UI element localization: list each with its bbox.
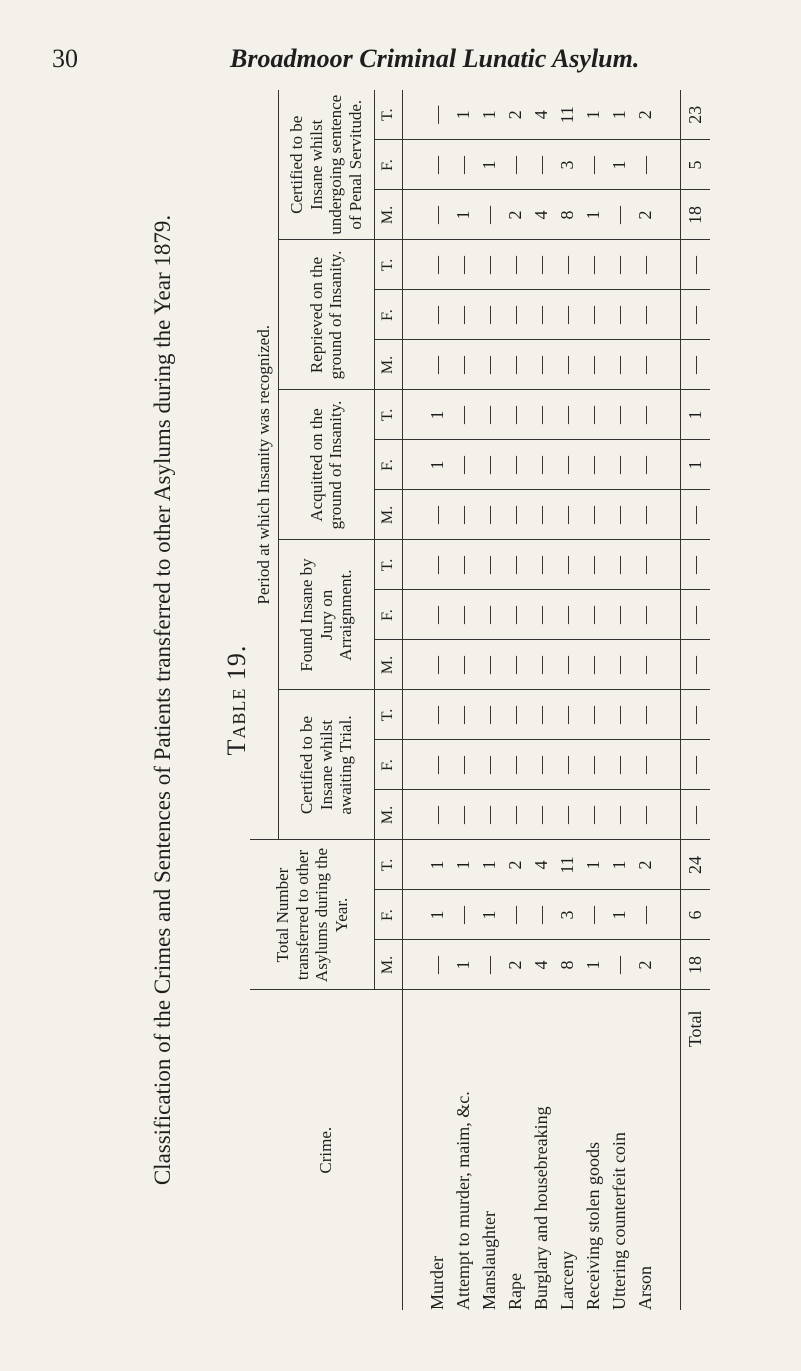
cell-value: —	[453, 306, 474, 324]
cell-value: —	[531, 606, 552, 624]
cell-value: —	[479, 606, 500, 624]
cell-value: —	[479, 806, 500, 824]
crime-name: Larceny	[557, 1251, 578, 1310]
cell-value: —	[583, 356, 604, 374]
sub-header: T.	[375, 690, 402, 740]
rep-m-column	[402, 340, 680, 390]
cell-value: —	[583, 156, 604, 174]
cell-value: —	[583, 556, 604, 574]
cell-value: 4	[531, 210, 552, 220]
cell-value: —	[479, 356, 500, 374]
total-cell: 23	[681, 90, 710, 140]
classification-table	[250, 90, 710, 1310]
cell-value: —	[427, 556, 448, 574]
cell-value: 1	[427, 410, 448, 420]
cell-value: —	[557, 756, 578, 774]
sub-header: T.	[375, 390, 402, 440]
cell-value: —	[427, 306, 448, 324]
cell-value: 2	[505, 210, 526, 220]
cell-value: —	[583, 456, 604, 474]
sub-header: M.	[375, 340, 402, 390]
cell-value: —	[609, 956, 630, 974]
cell-value: —	[557, 706, 578, 724]
cell-value: —	[635, 806, 656, 824]
cell-value: —	[557, 806, 578, 824]
cell-value: —	[609, 806, 630, 824]
cell-value: 1	[453, 110, 474, 120]
cell-value: —	[635, 306, 656, 324]
sub-header: T.	[375, 240, 402, 290]
total-cell: —	[681, 740, 710, 790]
cell-value: —	[453, 806, 474, 824]
cell-value: 1	[453, 960, 474, 970]
cell-value: —	[505, 156, 526, 174]
running-title: Broadmoor Criminal Lunatic Asylum.	[230, 44, 640, 73]
cell-value: 3	[557, 910, 578, 920]
cell-value: 11	[557, 856, 578, 874]
cell-value: 1	[583, 860, 604, 870]
cell-value: —	[453, 456, 474, 474]
total-cell: —	[681, 340, 710, 390]
cell-value: —	[531, 456, 552, 474]
cell-value: —	[635, 706, 656, 724]
cell-value: —	[557, 456, 578, 474]
cell-value: 8	[557, 210, 578, 220]
total-m-column	[402, 940, 680, 990]
cell-value: —	[609, 506, 630, 524]
total-cell: —	[681, 790, 710, 840]
await-t-column	[402, 690, 680, 740]
total-cell: —	[681, 290, 710, 340]
cell-value: 1	[583, 110, 604, 120]
pen-f-column	[402, 140, 680, 190]
cell-value: —	[479, 756, 500, 774]
cell-value: —	[453, 906, 474, 924]
cell-value: 1	[583, 210, 604, 220]
pen-t-column	[402, 90, 680, 140]
cell-value: —	[531, 306, 552, 324]
pen-m-column	[402, 190, 680, 240]
cell-value: —	[531, 906, 552, 924]
total-header: Total Number transferred to other Asylums during the Year.	[250, 840, 375, 990]
cell-value: —	[557, 506, 578, 524]
cell-value: 2	[635, 960, 656, 970]
page-header	[0, 0, 801, 90]
total-cell: 1	[681, 390, 710, 440]
cell-value: —	[583, 656, 604, 674]
cell-value: —	[583, 306, 604, 324]
cell-value: —	[427, 256, 448, 274]
rep-t-column	[402, 240, 680, 290]
cell-value: —	[531, 156, 552, 174]
cell-value: —	[479, 206, 500, 224]
crime-name: Arson	[635, 1266, 656, 1310]
cell-value: 4	[531, 860, 552, 870]
cell-value: —	[505, 706, 526, 724]
cell-value: —	[505, 406, 526, 424]
cell-value: —	[505, 556, 526, 574]
cell-value: 1	[479, 910, 500, 920]
cell-value: 1	[427, 460, 448, 470]
total-cell: —	[681, 490, 710, 540]
cell-value: —	[609, 656, 630, 674]
cell-value: —	[635, 756, 656, 774]
total-cell: —	[681, 240, 710, 290]
sub-header: F.	[375, 740, 402, 790]
cell-value: —	[609, 206, 630, 224]
cell-value: 1	[609, 160, 630, 170]
cell-value: —	[583, 606, 604, 624]
cell-value: —	[453, 256, 474, 274]
crime-name: Burglary and housebreaking	[531, 1106, 552, 1310]
group-header: Reprieved on the ground of Insanity.	[278, 240, 375, 390]
cell-value: —	[427, 706, 448, 724]
sub-header: F.	[375, 890, 402, 940]
cell-value: —	[427, 656, 448, 674]
sub-header: M.	[375, 790, 402, 840]
group-header: Certified to be Insane whilst awaiting Trial.	[278, 690, 375, 840]
total-cell: —	[681, 640, 710, 690]
cell-value: 1	[427, 860, 448, 870]
cell-value: —	[609, 306, 630, 324]
cell-value: —	[479, 456, 500, 474]
crime-name: Attempt to murder, maim, &c.	[453, 1091, 474, 1310]
cell-value: —	[635, 456, 656, 474]
cell-value: —	[635, 356, 656, 374]
crime-name: Receiving stolen goods	[583, 1142, 604, 1310]
cell-value: 1	[453, 860, 474, 870]
cell-value: 11	[557, 106, 578, 124]
total-cell: 1	[681, 440, 710, 490]
cell-value: —	[453, 756, 474, 774]
cell-value: —	[531, 556, 552, 574]
cell-value: —	[453, 706, 474, 724]
sub-header: M.	[375, 190, 402, 240]
cell-value: —	[635, 506, 656, 524]
rotated-table	[250, 90, 710, 1310]
found-f-column	[402, 590, 680, 640]
cell-value: —	[453, 556, 474, 574]
cell-value: —	[609, 556, 630, 574]
total-cell: 18	[681, 190, 710, 240]
cell-value: 3	[557, 160, 578, 170]
sub-header: F.	[375, 290, 402, 340]
cell-value: —	[505, 606, 526, 624]
cell-value: —	[531, 256, 552, 274]
cell-value: —	[453, 156, 474, 174]
cell-value: —	[479, 556, 500, 574]
cell-value: —	[583, 706, 604, 724]
cell-value: —	[505, 306, 526, 324]
found-m-column	[402, 640, 680, 690]
cell-value: —	[453, 406, 474, 424]
cell-value: —	[609, 456, 630, 474]
acq-f-column	[402, 440, 680, 490]
cell-value: —	[453, 356, 474, 374]
sub-header: T.	[375, 540, 402, 590]
cell-value: —	[557, 656, 578, 674]
cell-value: 2	[505, 110, 526, 120]
cell-value: 2	[635, 210, 656, 220]
cell-value: —	[427, 956, 448, 974]
cell-value: —	[635, 406, 656, 424]
group-header: Acquitted on the ground of Insanity.	[278, 390, 375, 540]
cell-value: —	[427, 806, 448, 824]
cell-value: 2	[635, 110, 656, 120]
cell-value: —	[609, 756, 630, 774]
crime-header: Crime.	[250, 990, 402, 1310]
cell-value: —	[635, 156, 656, 174]
cell-value: —	[583, 906, 604, 924]
cell-value: —	[583, 256, 604, 274]
cell-value: 1	[453, 210, 474, 220]
sub-header: M.	[375, 490, 402, 540]
cell-value: —	[479, 406, 500, 424]
cell-value: —	[479, 656, 500, 674]
page-number: 30	[52, 44, 78, 73]
cell-value: —	[505, 506, 526, 524]
cell-value: 1	[609, 110, 630, 120]
total-cell: —	[681, 590, 710, 640]
cell-value: —	[453, 656, 474, 674]
period-header: Period at which Insanity was recognized.	[250, 90, 278, 840]
cell-value: —	[427, 606, 448, 624]
cell-value: —	[557, 356, 578, 374]
cell-value: —	[557, 256, 578, 274]
cell-value: —	[505, 756, 526, 774]
cell-value: —	[557, 606, 578, 624]
cell-value: —	[479, 956, 500, 974]
sub-header: F.	[375, 140, 402, 190]
cell-value: 2	[635, 860, 656, 870]
cell-value: —	[427, 105, 448, 124]
rep-f-column	[402, 290, 680, 340]
cell-value: —	[583, 406, 604, 424]
cell-value: —	[531, 756, 552, 774]
cell-value: —	[635, 656, 656, 674]
cell-value: —	[505, 256, 526, 274]
cell-value: —	[427, 506, 448, 524]
cell-value: —	[427, 156, 448, 174]
await-f-column	[402, 740, 680, 790]
crime-name: Manslaughter	[479, 1211, 500, 1310]
cell-value: —	[505, 906, 526, 924]
cell-value: —	[479, 306, 500, 324]
total-label: Total	[685, 1010, 706, 1048]
cell-value: 1	[583, 960, 604, 970]
group-header: Certified to be Insane whilst undergoing sentence of Penal Servitude.	[278, 90, 375, 240]
total-f-column	[402, 890, 680, 940]
crime-name: Rape	[505, 1273, 526, 1310]
total-cell: 6	[681, 890, 710, 940]
cell-value: —	[531, 806, 552, 824]
cell-value: —	[427, 356, 448, 374]
cell-value: 1	[427, 910, 448, 920]
cell-value: —	[583, 806, 604, 824]
sub-header: F.	[375, 590, 402, 640]
sub-header: T.	[375, 840, 402, 890]
cell-value: 4	[531, 110, 552, 120]
acq-t-column	[402, 390, 680, 440]
total-cell: 24	[681, 840, 710, 890]
crime-list	[402, 990, 680, 1310]
sub-header: T.	[375, 90, 402, 140]
cell-value: —	[453, 606, 474, 624]
cell-value: —	[479, 506, 500, 524]
cell-value: 1	[479, 860, 500, 870]
cell-value: —	[505, 456, 526, 474]
cell-value: 4	[531, 960, 552, 970]
cell-value: —	[453, 506, 474, 524]
cell-value: 2	[505, 960, 526, 970]
cell-value: —	[635, 256, 656, 274]
cell-value: 1	[609, 860, 630, 870]
cell-value: —	[609, 256, 630, 274]
cell-value: —	[635, 556, 656, 574]
total-cell: —	[681, 540, 710, 590]
cell-value: —	[557, 306, 578, 324]
cell-value: 8	[557, 960, 578, 970]
cell-value: —	[583, 756, 604, 774]
cell-value: —	[635, 606, 656, 624]
cell-value: —	[531, 656, 552, 674]
cell-value: —	[531, 506, 552, 524]
cell-value: —	[609, 606, 630, 624]
total-cell: —	[681, 690, 710, 740]
cell-value: —	[505, 356, 526, 374]
table-label: Table 19.	[222, 644, 251, 756]
cell-value: —	[609, 706, 630, 724]
total-row	[681, 90, 710, 1310]
cell-value: —	[531, 406, 552, 424]
cell-value: 1	[479, 110, 500, 120]
total-cell: 5	[681, 140, 710, 190]
crime-name: Murder	[427, 1256, 448, 1310]
cell-value: —	[635, 906, 656, 924]
cell-value: —	[427, 756, 448, 774]
group-header: Found Insane by Jury on Arraignment.	[278, 540, 375, 690]
cell-value: —	[479, 706, 500, 724]
crime-name: Uttering counterfeit coin	[609, 1132, 630, 1310]
cell-value: —	[557, 406, 578, 424]
cell-value: 1	[479, 160, 500, 170]
total-t-column	[402, 840, 680, 890]
total-cell: 18	[681, 940, 710, 990]
cell-value: —	[531, 356, 552, 374]
cell-value: 1	[609, 910, 630, 920]
acq-m-column	[402, 490, 680, 540]
found-t-column	[402, 540, 680, 590]
cell-value: —	[557, 556, 578, 574]
cell-value: —	[479, 256, 500, 274]
sub-header: M.	[375, 640, 402, 690]
cell-value: —	[505, 656, 526, 674]
cell-value: —	[583, 506, 604, 524]
cell-value: —	[427, 206, 448, 224]
cell-value: 2	[505, 860, 526, 870]
cell-value: —	[505, 806, 526, 824]
cell-value: —	[531, 706, 552, 724]
cell-value: —	[609, 356, 630, 374]
table-title: Classification of the Crimes and Sentences of Patients transferred to other Asylums during the Year 1879.	[150, 214, 175, 1186]
sub-header: M.	[375, 940, 402, 990]
await-m-column	[402, 790, 680, 840]
cell-value: —	[609, 406, 630, 424]
sub-header: F.	[375, 440, 402, 490]
